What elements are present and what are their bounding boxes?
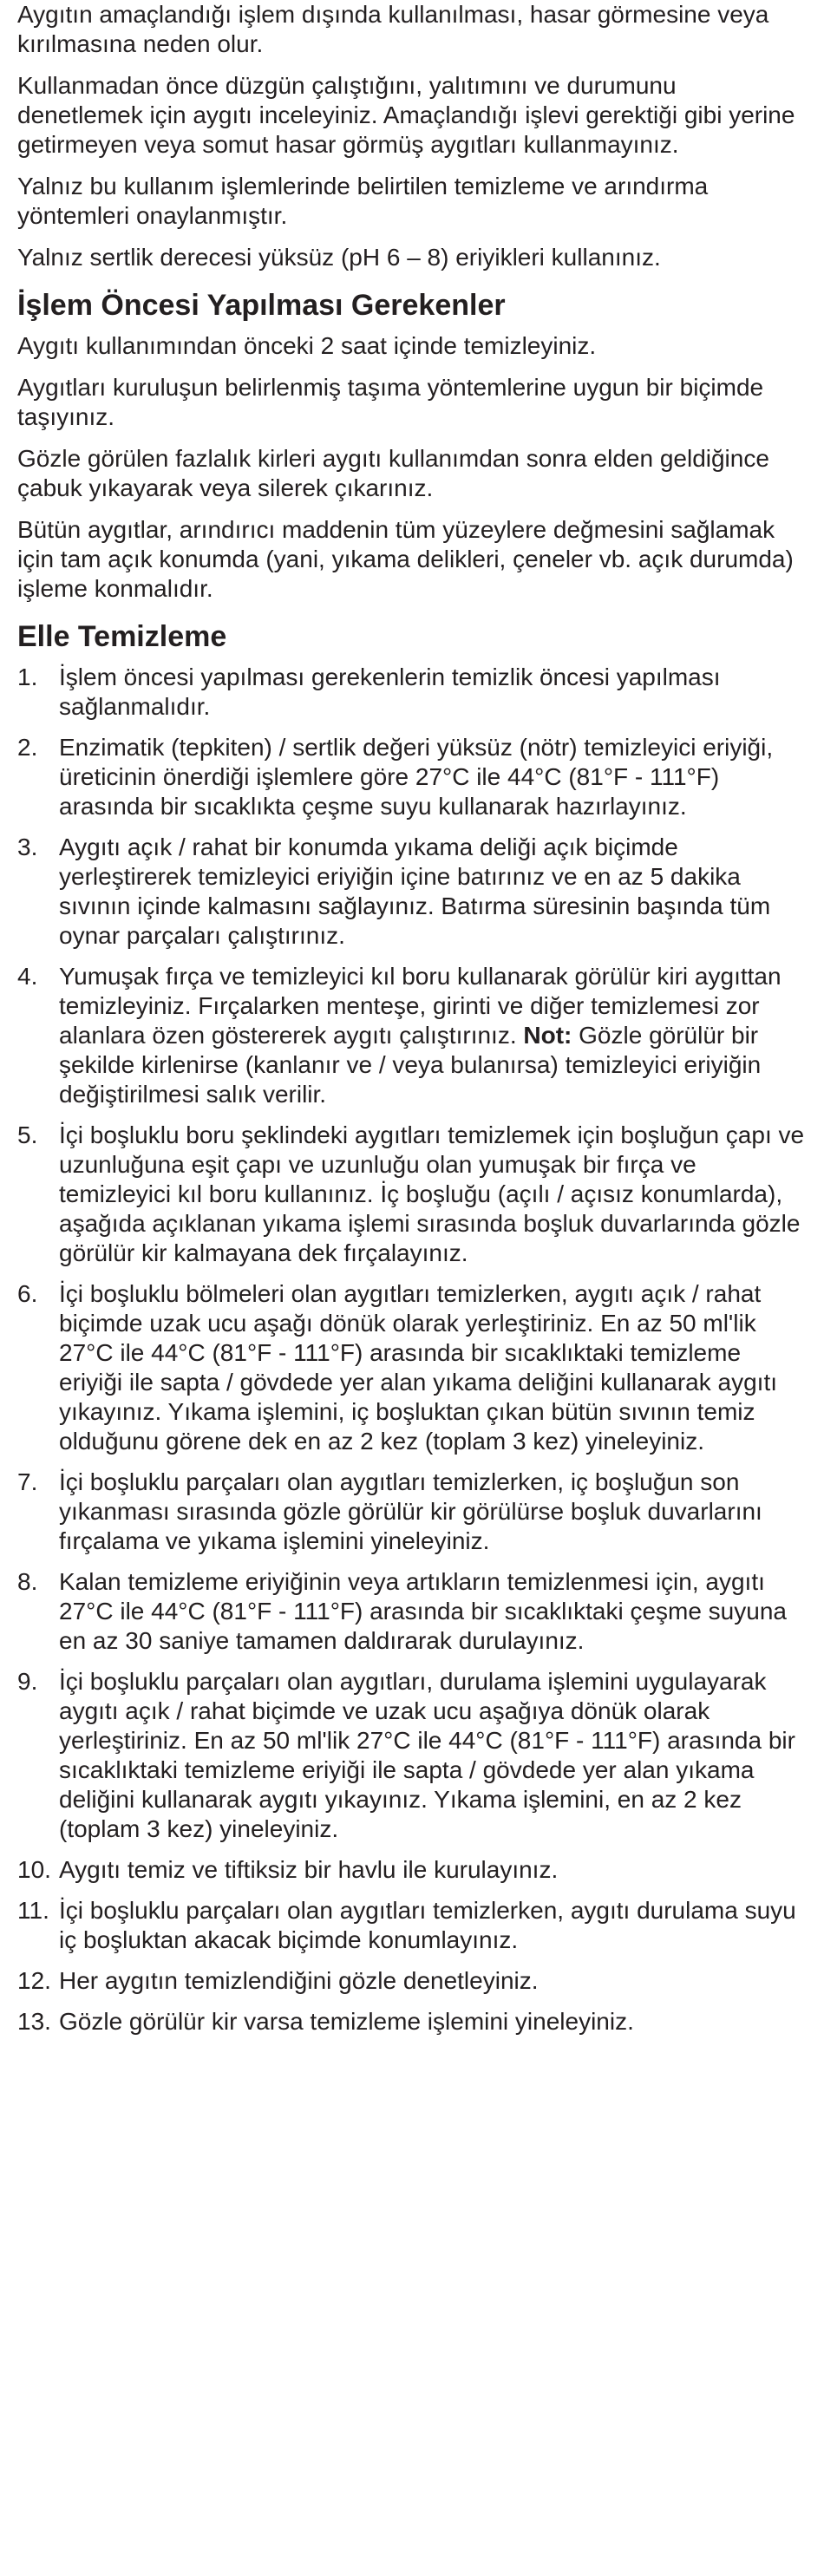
step-text: İçi boşluklu boru şeklindeki aygıtları temizlemek için boşluğun çapı ve uzunluğuna eşit çapı ve uzunluğu olan yumuşak bir fırça ve temizleyici kıl boru kullanınız. İç boşluğu (açılı / açısız konumlarda), aşağıda açıklanan yıkama işlemi sırasında boşluk duvarlarında gözle görülür kir kalmayana dek fırçalayınız. [59,1121,805,1266]
step-text: İçi boşluklu parçaları olan aygıtları temizlerken, aygıtı durulama suyu iç boşluktan akacak biçimde konumlayınız. [59,1897,796,1953]
step-number: 12. [17,1967,51,1994]
step-item [17,1468,808,1556]
step-number: 7. [17,1468,38,1495]
step-item [17,2007,808,2037]
pre-processing-paragraph: Bütün aygıtlar, arındırıcı maddenin tüm yüzeylere değmesini sağlamak için tam açık konumda (yani, yıkama delikleri, çeneler vb. açık durumda) işleme konmalıdır. [17,516,794,602]
pre-processing-paragraph: Gözle görülen fazlalık kirleri aygıtı kullanımdan sonra elden geldiğince çabuk yıkayarak veya silerek çıkarınız. [17,445,769,501]
step-text: İçi boşluklu parçaları olan aygıtları, durulama işlemini uygulayarak aygıtı açık / rahat biçimde ve uzak ucu aşağıya dönük olarak yerleştiriniz. En az 50 ml'lik 27°C ile 44°C (81°F - 111°F) arasında bir sıcaklıktaki temizleme eriyiği ile sapta / gövdede yer alan yıkama deliğini kullanarak aygıtı yıkayınız. Yıkama işlemini, en az 2 kez (toplam 3 kez) yineleyiniz. [59,1668,795,1842]
step-number: 5. [17,1121,38,1148]
step-item [17,1567,808,1656]
step-text: İçi boşluklu bölmeleri olan aygıtları temizlerken, aygıtı açık / rahat biçimde uzak ucu aşağı dönük olarak yerleştiriniz. En az 50 ml'lik 27°C ile 44°C (81°F - 111°F) arasında bir sıcaklıktaki temizleme eriyiği ile sapta / gövdede yer alan yıkama deliğini kullanarak aygıtı yıkayınız. Yıkama işlemini, iç boşluktan çıkan bütün sıvının temiz olduğunu görene dek en az 2 kez (toplam 3 kez) yineleyiniz. [59,1280,778,1455]
step-text: Gözle görülür kir varsa temizleme işlemini yineleyiniz. [59,2008,634,2035]
section-heading-pre-processing: İşlem Öncesi Yapılması Gerekenler [17,289,506,322]
intro-paragraph: Kullanmadan önce düzgün çalıştığını, yalıtımını ve durumunu denetlemek için aygıtı inceleyiniz. Amaçlandığı işlevi gerektiği gibi yerine getirmeyen veya somut hasar görmüş aygıtları kullanmayınız. [17,72,795,158]
step-number: 10. [17,1856,51,1883]
step-item [17,1896,808,1955]
step-item [17,663,808,722]
step-text: İçi boşluklu parçaları olan aygıtları temizlerken, iç boşluğun son yıkanması sırasında gözle görülür kir görülürse boşluk duvarlarını fırçalama ve yıkama işlemini yineleyiniz. [59,1468,762,1554]
step-text: Kalan temizleme eriyiğinin veya artıkların temizlenmesi için, aygıtı 27°C ile 44°C (81°F - 111°F) arasında bir sıcaklıktaki çeşme suyuna en az 30 saniye tamamen daldırarak durulayınız. [59,1568,787,1654]
step-item [17,1279,808,1456]
intro-paragraph: Yalnız sertlik derecesi yüksüz (pH 6 – 8) eriyikleri kullanınız. [17,244,661,271]
step-number: 11. [17,1897,49,1924]
step-number: 13. [17,2008,51,2035]
pre-processing-paragraph: Aygıtı kullanımından önceki 2 saat içinde temizleyiniz. [17,332,597,359]
step-text: Yumuşak fırça ve temizleyici kıl boru kullanarak görülür kiri aygıttan temizleyiniz. Fırçalarken menteşe, girinti ve diğer temizlemesi zor alanlara özen göstererek aygıtı çalıştırınız. [59,963,781,1049]
manual-cleaning-steps [17,663,808,2037]
step-text: Her aygıtın temizlendiğini gözle denetleyiniz. [59,1967,539,1994]
step-number: 6. [17,1280,38,1307]
pre-processing-paragraph: Aygıtları kuruluşun belirlenmiş taşıma yöntemlerine uygun bir biçimde taşıyınız. [17,374,764,430]
note-text: Gözle görülür bir şekilde kirlenirse (kanlanır ve / veya bulanırsa) temizleyici eriyiğin değiştirilmesi salık verilir. [59,1022,762,1108]
step-number: 8. [17,1568,38,1595]
intro-paragraph: Yalnız bu kullanım işlemlerinde belirtilen temizleme ve arındırma yöntemleri onaylanmıştır. [17,173,709,229]
step-number: 1. [17,664,38,690]
step-number: 2. [17,734,38,761]
step-number: 3. [17,834,38,860]
step-text: İşlem öncesi yapılması gerekenlerin temizlik öncesi yapılması sağlanmalıdır. [59,664,721,720]
step-number: 4. [17,963,38,990]
step-text: Aygıtı temiz ve tiftiksiz bir havlu ile kurulayınız. [59,1856,559,1883]
step-item [17,1667,808,1844]
document-page [17,0,808,2048]
step-text: Enzimatik (tepkiten) / sertlik değeri yüksüz (nötr) temizleyici eriyiği, üreticinin önerdiği işlemlere göre 27°C ile 44°C (81°F - 111°F) arasında bir sıcaklıkta çeşme suyu kullanarak hazırlayınız. [59,734,774,820]
step-item [17,833,808,951]
step-text-with-note [59,962,808,1109]
intro-paragraph: Aygıtın amaçlandığı işlem dışında kullanılması, hasar görmesine veya kırılmasına neden olur. [17,1,769,57]
step-item [17,962,808,1109]
step-item [17,1966,808,1996]
step-item [17,1855,808,1885]
step-item [17,1121,808,1268]
step-number: 9. [17,1668,38,1695]
section-heading-manual-cleaning: Elle Temizleme [17,620,227,653]
note-label: Not: [523,1022,572,1049]
step-text: Aygıtı açık / rahat bir konumda yıkama deliği açık biçimde yerleştirerek temizleyici eriyiğin içine batırınız ve en az 5 dakika sıvının içinde kalmasını sağlayınız. Batırma süresinin başında tüm oynar parçaları çalıştırınız. [59,834,771,949]
step-item [17,733,808,821]
